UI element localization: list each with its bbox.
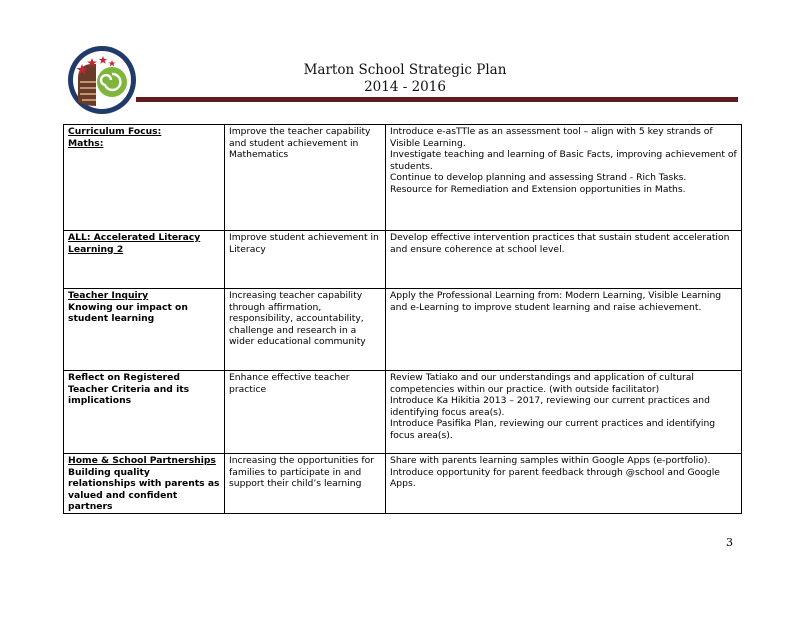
action-text: Develop effective intervention practices that sustain student acceleration and ensure coherence at school level. — [390, 232, 730, 255]
action-text: Review Tatiako and our understandings and application of cultural competencies within our practice. (with outside facilitator) — [390, 372, 694, 395]
page-number: 3 — [726, 536, 733, 549]
row-heading: Curriculum Focus: — [68, 126, 162, 137]
table-row — [64, 289, 742, 371]
row-heading: Home & School Partnerships — [68, 455, 216, 466]
action-text: Introduce Ka Hikitia 2013 – 2017, reviewing our current practices and identifying focus area(s). — [390, 395, 710, 418]
action-text: Continue to develop planning and assessing Strand - Rich Tasks. — [390, 172, 687, 184]
row-heading: Teacher Inquiry — [68, 290, 149, 301]
goal-cell — [225, 371, 386, 454]
goal-cell — [225, 125, 386, 231]
action-text: Introduce opportunity for parent feedback through @school and Google Apps. — [390, 466, 720, 490]
action-text: Resource for Remediation and Extension opportunities in Maths. — [390, 183, 686, 195]
title-text: Marton School Strategic Plan — [303, 62, 507, 78]
goal-text: Increasing teacher capability through affirmation, responsibility, accountability, challenge and research in a wider educational community — [229, 290, 366, 348]
row-heading: Maths: — [68, 137, 104, 149]
table-row — [64, 454, 742, 514]
strategic-plan-table — [63, 124, 742, 514]
table-row — [64, 371, 742, 454]
action-text: Investigate teaching and learning of Basic Facts, improving achievement of students. — [390, 149, 737, 172]
actions-cell — [386, 371, 742, 454]
goal-cell — [225, 231, 386, 289]
goal-text: Increasing the opportunities for families to participate in and support their child’s learning — [229, 455, 374, 490]
actions-cell — [386, 231, 742, 289]
header-rule — [136, 97, 738, 102]
actions-cell — [386, 454, 742, 514]
focus-cell — [64, 231, 225, 289]
row-subheading: Building quality relationships with parents as valued and confident partners — [68, 466, 220, 513]
focus-cell — [64, 125, 225, 231]
actions-cell — [386, 289, 742, 371]
action-text: Apply the Professional Learning from: Modern Learning, Visible Learning and e-Learning to improve student learning and raise achievement. — [390, 290, 722, 313]
goal-cell — [225, 289, 386, 371]
document-title — [280, 62, 530, 96]
actions-cell — [386, 125, 742, 231]
title-years: 2014 - 2016 — [364, 79, 446, 95]
table-row — [64, 231, 742, 289]
action-text: Introduce e-asTTle as an assessment tool – align with 5 key strands of Visible Learning. — [390, 126, 713, 149]
school-logo — [66, 44, 138, 116]
goal-text: Improve student achievement in Literacy — [229, 232, 379, 255]
goal-cell — [225, 454, 386, 514]
table-row — [64, 125, 742, 231]
goal-text: Improve the teacher capability and student achievement in Mathematics — [229, 126, 371, 161]
action-text: Introduce Pasifika Plan, reviewing our current practices and identifying focus area(s). — [390, 418, 716, 441]
focus-cell — [64, 289, 225, 371]
focus-cell — [64, 371, 225, 454]
row-heading: ALL: Accelerated Literacy Learning 2 — [68, 232, 201, 255]
goal-text: Enhance effective teacher practice — [229, 372, 350, 395]
row-subheading: Reflect on Registered Teacher Criteria and its implications — [68, 372, 190, 407]
focus-cell — [64, 454, 225, 514]
row-subheading: Knowing our impact on student learning — [68, 301, 188, 325]
action-text: Share with parents learning samples within Google Apps (e-portfolio). — [390, 455, 711, 466]
